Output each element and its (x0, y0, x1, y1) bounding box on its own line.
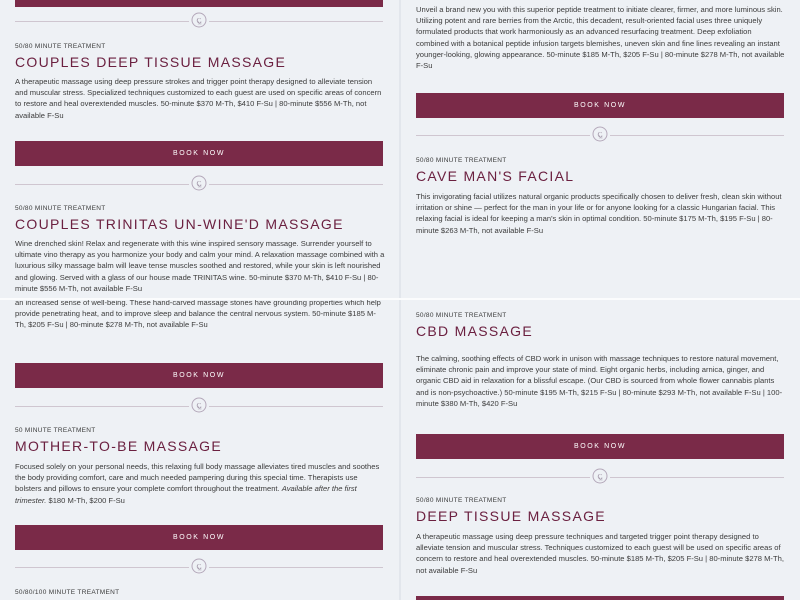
book-now-button[interactable]: BOOK NOW (15, 141, 383, 166)
treatment-description (15, 461, 385, 506)
book-now-button[interactable] (15, 0, 383, 7)
section-divider (15, 397, 383, 416)
panel-seam-vertical (399, 0, 401, 600)
cm-monogram-icon (191, 397, 207, 413)
book-now-button[interactable]: BOOK NOW (416, 434, 784, 459)
treatment-description: an increased sense of well-being. These hand-carved massage stones have grounding properties which help provide penetrating heat, and to improve sleep and balance the central nervous system. 50-minute $185 M-Th, $205 F-Su | 80-minute $278 M-Th, not available F-Su (15, 300, 381, 330)
treatment-description: This invigorating facial utilizes natural organic products specifically chosen to deliver fresh, clean skin without irritation or shine — perfect for the man in your life or for anyone looking for a classic Hungarian facial. This relaxing facial is ideal for keeping a man's skin in optimal condition. 50-minute $175 M-Th, $195 F-Su | 80-minute $263 M-Th, not available F-Su (416, 192, 782, 235)
description-text: Focused solely on your personal needs, this relaxing full body massage alleviates tired muscles and soothes the body providing comfort, care and much needed pampering during this special time. Therapists use bolsters and pillows to ensure your complete comfort throughout the treatment. (15, 462, 380, 494)
treatment-duration: 50/80 MINUTE TREATMENT (15, 43, 106, 50)
price-text: $180 M-Th, $200 F-Su (46, 495, 125, 505)
cm-monogram-icon (191, 175, 207, 191)
treatment-title: CAVE MAN'S FACIAL (416, 168, 575, 184)
treatment-duration: 50/80 MINUTE TREATMENT (15, 205, 106, 212)
treatment-description: The calming, soothing effects of CBD work in unison with massage techniques to restore natural movement, eliminate chronic pain and improve your state of mind. Eight organic herbs, including arnica, ginger, and organic CBD aid in relaxation for a blissful escape. (Our CBD is sourced from whole flower cannabis plants and is non-psychoactive.) 50-minute $195 M-Th, $215 F-Su | 80-minute $293 M-Th, not available F-Su | 100-minute $380 M-Th, $420 F-Su (416, 354, 783, 408)
cm-monogram-icon (191, 558, 207, 574)
section-divider (416, 126, 784, 145)
treatment-duration: 50 MINUTE TREATMENT (15, 427, 96, 434)
section-divider (15, 12, 383, 31)
treatment-duration: 50/80 MINUTE TREATMENT (416, 312, 507, 319)
book-now-button[interactable]: BOOK NOW (15, 525, 383, 550)
book-now-button[interactable] (416, 596, 784, 600)
cm-monogram-icon (592, 126, 608, 142)
treatment-description: A therapeutic massage using deep pressure strokes and trigger point therapy designed to alleviate tension and muscular stress. Specialized techniques customized to each guest are used on specific areas of concern to restore and heal overextended muscles. 50-minute $370 M-Th, $410 F-Su | 80-minute $556 M-Th, not available F-Su (15, 77, 382, 120)
book-now-button[interactable]: BOOK NOW (15, 363, 383, 388)
treatment-description: Wine drenched skin! Relax and regenerate with this wine inspired sensory massage. Surrender yourself to ultimate vino therapy as you harmonize your body and calm your mind. A relaxation massage combined with a luxurious silky massage balm will leave tense muscles soothed and restored, while your skin is left nourished and glowing. Served with a glass of our house made TRINITAS wine. 50-minute $370 M-Th, $410 F-Su | 80-minute $556 M-Th, not available F-Su (15, 239, 385, 293)
cm-monogram-icon (191, 12, 207, 28)
treatment-duration: 50/80/100 MINUTE TREATMENT (15, 589, 120, 596)
treatment-title: COUPLES TRINITAS UN-WINE'D MASSAGE (15, 216, 344, 232)
treatment-title: CBD MASSAGE (416, 323, 533, 339)
treatment-description: A therapeutic massage using deep pressure techniques and targeted trigger point therapy designed to alleviate tension and muscular stress. Techniques customized to each guest will be used on specific areas of concern to restore and heal overextended muscles. 50-minute $185 M-Th, $205 F-Su | 80-minute $278 M-Th, not available F-Su (416, 532, 784, 575)
treatment-duration: 50/80 MINUTE TREATMENT (416, 157, 507, 164)
trimester-note: Available after the first trimester. (15, 484, 357, 505)
treatment-title: MOTHER-TO-BE MASSAGE (15, 438, 222, 454)
panel-top-right (401, 0, 800, 298)
panel-bottom-right (401, 300, 800, 600)
section-divider (15, 175, 383, 194)
section-divider (416, 468, 784, 487)
panel-bottom-left (0, 300, 399, 600)
section-divider (15, 558, 383, 577)
treatment-duration: 50/80 MINUTE TREATMENT (416, 497, 507, 504)
cm-monogram-icon (592, 468, 608, 484)
panel-top-left (0, 0, 399, 298)
book-now-button[interactable]: BOOK NOW (416, 93, 784, 118)
treatment-title: COUPLES DEEP TISSUE MASSAGE (15, 54, 287, 70)
panel-seam-horizontal (0, 298, 800, 300)
treatment-title: DEEP TISSUE MASSAGE (416, 508, 606, 524)
treatment-description: Unveil a brand new you with this superior peptide treatment to initiate clearer, firmer, and more luminous skin. Utilizing potent and rare berries from the Arctic, this decadent, result-oriented facial uses three uniquely formulated products that work harmoniously as an advanced resurfacing treatment. Deep exfoliation combined with a botanical peptide infusion targets blemishes, uneven skin and fine lines revealing an instant younger-looking, glowing appearance. 50-minute $185 M-Th, $205 F-Su | 80-minute $278 M-Th, not available F-Su (416, 5, 785, 71)
